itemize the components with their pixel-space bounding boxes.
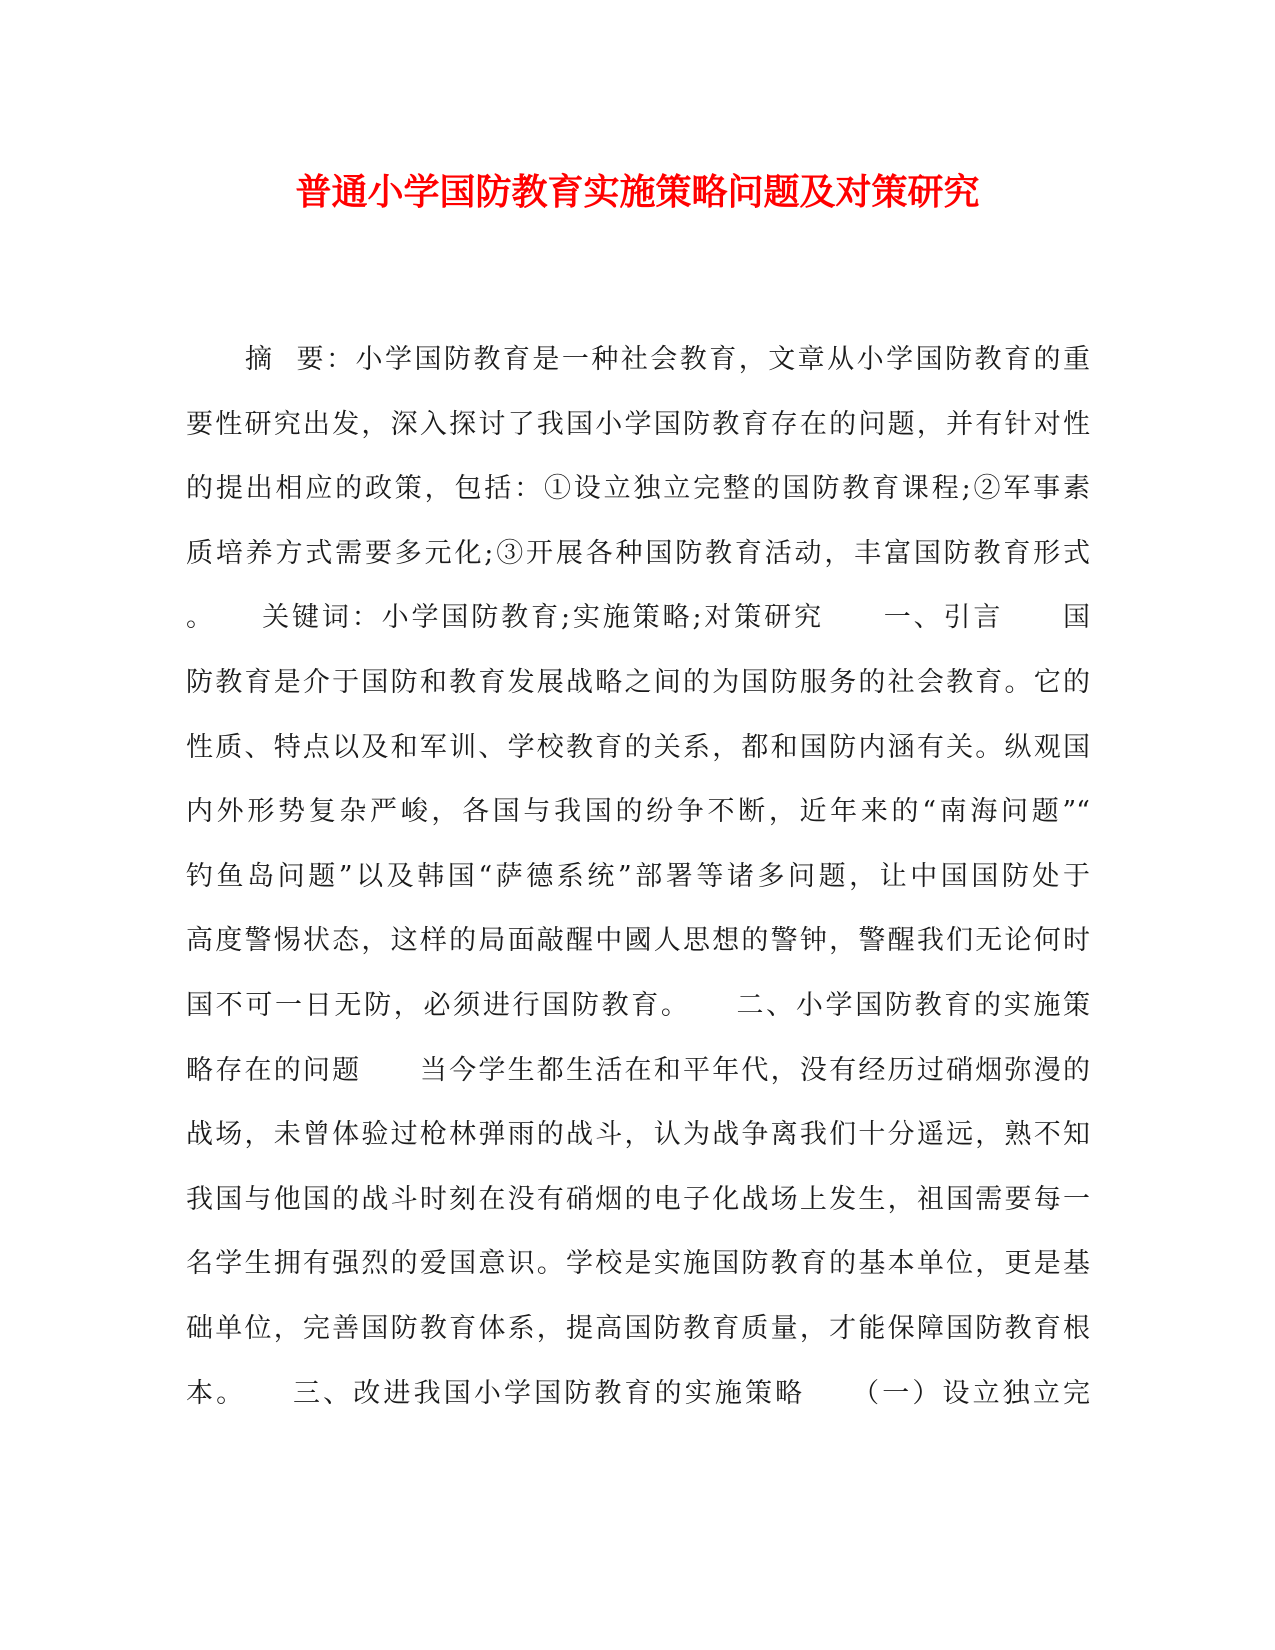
body-line: 要性研究出发，深入探讨了我国小学国防教育存在的问题，并有针对性	[186, 408, 1090, 440]
body-line: 本。 三、改进我国小学国防教育的实施策略 （一）设立独立完	[186, 1377, 1090, 1409]
body-line: 性质、特点以及和军训、学校教育的关系，都和国防内涵有关。纵观国	[186, 731, 1090, 763]
body-line: 我国与他国的战斗时刻在没有硝烟的电子化战场上发生，祖国需要每一	[186, 1183, 1090, 1215]
body-line: 质培养方式需要多元化;③开展各种国防教育活动，丰富国防教育形式	[186, 537, 1090, 569]
body-line: 国不可一日无防，必须进行国防教育。 二、小学国防教育的实施策	[186, 989, 1090, 1021]
document-body	[186, 346, 1090, 1444]
document-title: 普通小学国防教育实施策略问题及对策研究	[295, 171, 980, 213]
body-line: 战场，未曾体验过枪林弹雨的战斗，认为战争离我们十分遥远，熟不知	[186, 1119, 1090, 1151]
body-line: 。 关键词：小学国防教育;实施策略;对策研究 一、引言 国	[186, 602, 1090, 634]
body-line: 摘 要：小学国防教育是一种社会教育，文章从小学国防教育的重	[186, 344, 1090, 375]
body-line: 础单位，完善国防教育体系，提高国防教育质量，才能保障国防教育根	[186, 1312, 1090, 1344]
body-line: 防教育是介于国防和教育发展战略之间的为国防服务的社会教育。它的	[186, 666, 1090, 698]
body-line: 名学生拥有强烈的爱国意识。学校是实施国防教育的基本单位，更是基	[186, 1248, 1090, 1280]
body-line: 钓鱼岛问题”以及韩国“萨德系统”部署等诸多问题，让中国国防处于	[186, 860, 1090, 892]
body-line: 略存在的问题 当今学生都生活在和平年代，没有经历过硝烟弥漫的	[186, 1054, 1090, 1086]
body-line: 内外形势复杂严峻，各国与我国的纷争不断，近年来的“南海问题”“	[186, 796, 1090, 828]
body-line: 的提出相应的政策，包括：①设立独立完整的国防教育课程;②军事素	[186, 473, 1090, 505]
body-line: 高度警惕状态，这样的局面敲醒中國人思想的警钟，警醒我们无论何时	[186, 925, 1090, 957]
